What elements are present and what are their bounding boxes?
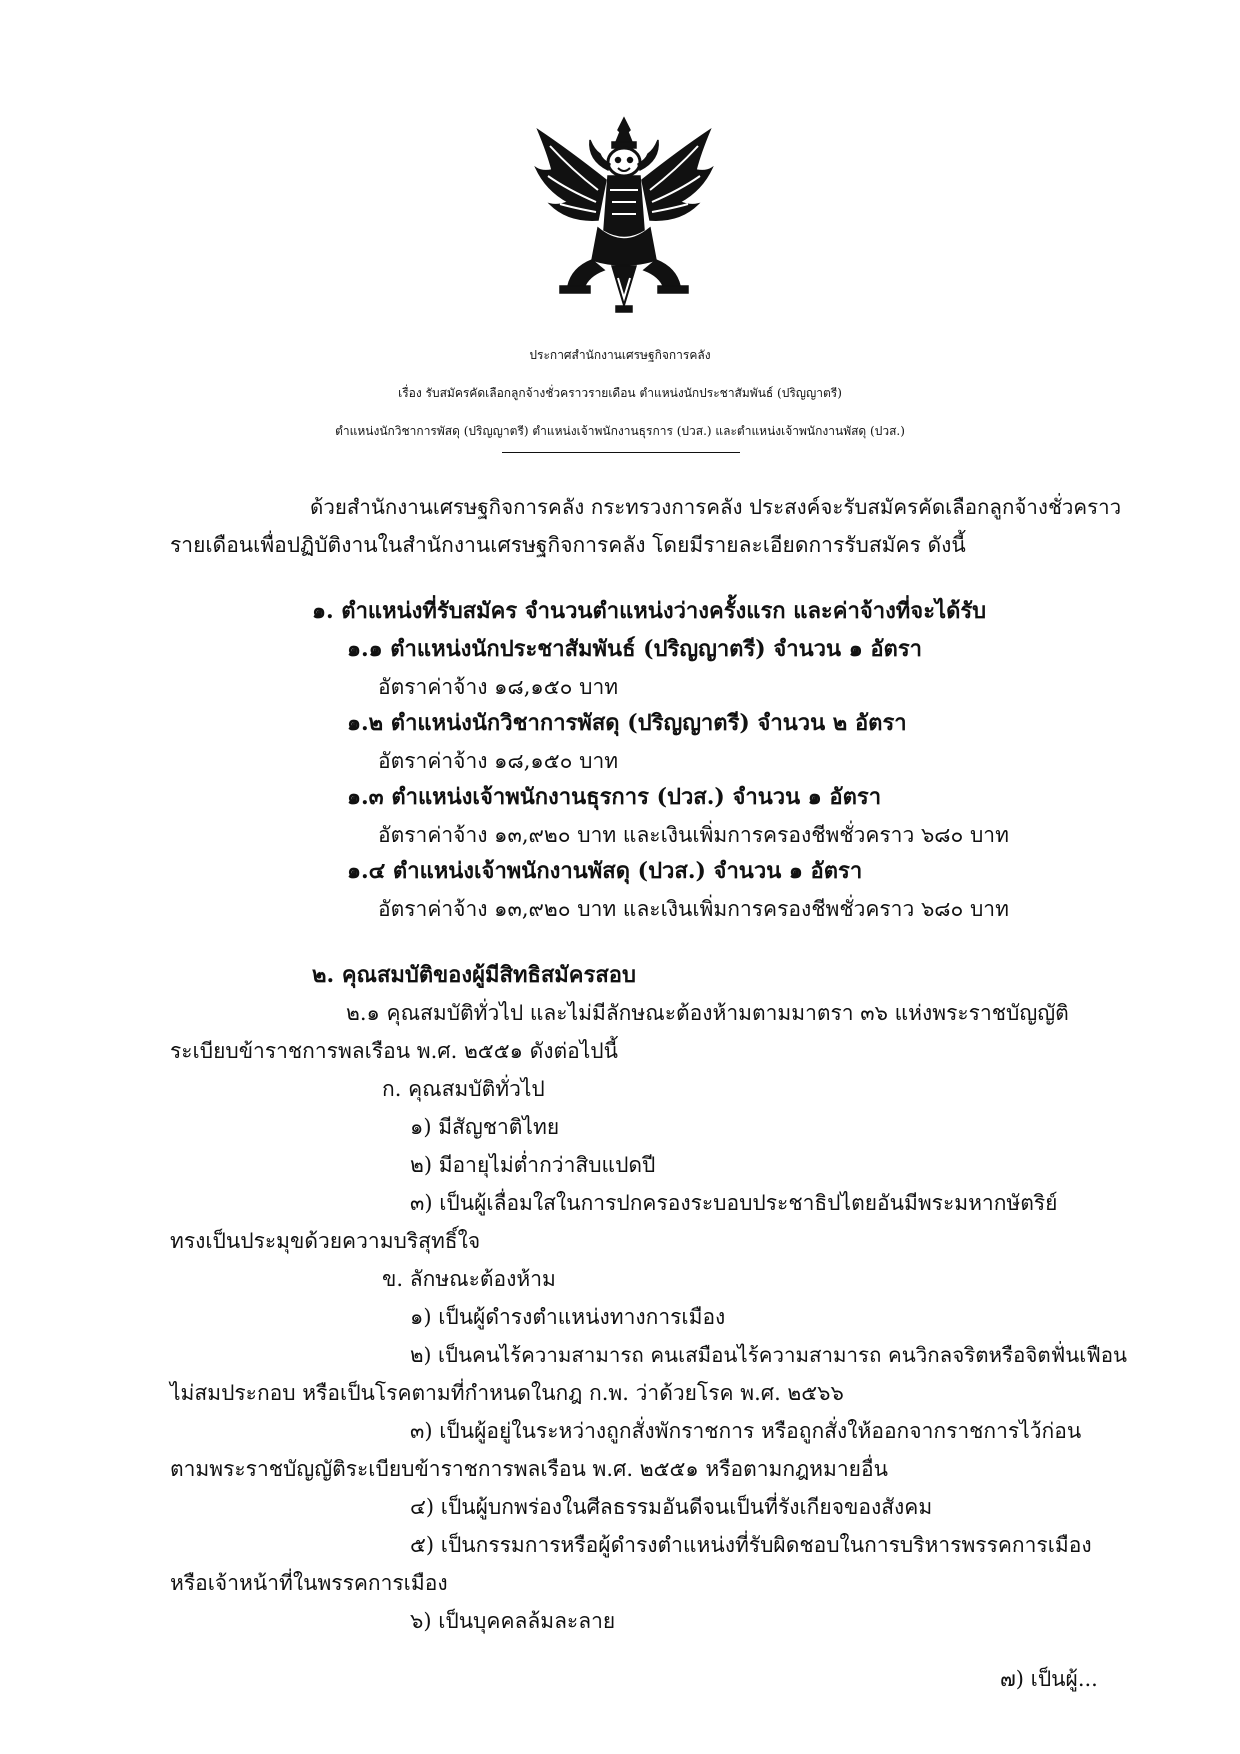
position-1-title: ๑.๑ ตำแหน่งนักประชาสัมพันธ์ (ปริญญาตรี) จำนวน ๑ อัตรา (347, 636, 922, 662)
position-1-wage: อัตราค่าจ้าง ๑๘,๑๕๐ บาท (378, 675, 619, 699)
qualification-2-1-line-1: ๒.๑ คุณสมบัติทั่วไป และไม่มีลักษณะต้องห้ามตามมาตรา ๓๖ แห่งพระราชบัญญัติ (346, 1001, 1069, 1025)
announcement-title: ประกาศสำนักงานเศรษฐกิจการคลัง (529, 348, 711, 362)
continuation-marker: ๗) เป็นผู้... (1000, 1667, 1098, 1691)
subject-line-1: เรื่อง รับสมัครคัดเลือกลูกจ้างชั่วคราวรายเดือน ตำแหน่งนักประชาสัมพันธ์ (ปริญญาตรี) (398, 386, 842, 400)
item-b5-line-2: หรือเจ้าหน้าที่ในพรรคการเมือง (170, 1571, 448, 1595)
item-b3-line-1: ๓) เป็นผู้อยู่ในระหว่างถูกสั่งพักราชการ หรือถูกสั่งให้ออกจากราชการไว้ก่อน (410, 1419, 1082, 1443)
group-b-heading: ข. ลักษณะต้องห้าม (382, 1267, 556, 1291)
item-b1: ๑) เป็นผู้ดำรงตำแหน่งทางการเมือง (410, 1305, 726, 1329)
position-2-wage: อัตราค่าจ้าง ๑๘,๑๕๐ บาท (378, 749, 619, 773)
position-3-wage: อัตราค่าจ้าง ๑๓,๙๒๐ บาท และเงินเพิ่มการครองชีพชั่วคราว ๖๘๐ บาท (378, 823, 1009, 847)
header-divider (502, 452, 740, 453)
item-b4: ๔) เป็นผู้บกพร่องในศีลธรรมอันดีจนเป็นที่รังเกียจของสังคม (410, 1495, 933, 1519)
item-a2: ๒) มีอายุไม่ต่ำกว่าสิบแปดปี (410, 1153, 656, 1177)
qualification-2-1-line-2: ระเบียบข้าราชการพลเรือน พ.ศ. ๒๕๕๑ ดังต่อไปนี้ (170, 1039, 618, 1063)
position-4-wage: อัตราค่าจ้าง ๑๓,๙๒๐ บาท และเงินเพิ่มการครองชีพชั่วคราว ๖๘๐ บาท (378, 897, 1009, 921)
section1-heading: ๑. ตำแหน่งที่รับสมัคร จำนวนตำแหน่งว่างครั้งแรก และค่าจ้างที่จะได้รับ (312, 598, 987, 624)
garuda-emblem-icon (528, 110, 720, 318)
item-b5-line-1: ๕) เป็นกรรมการหรือผู้ดำรงตำแหน่งที่รับผิดชอบในการบริหารพรรคการเมือง (410, 1533, 1092, 1557)
subject-line-2: ตำแหน่งนักวิชาการพัสดุ (ปริญญาตรี) ตำแหน่งเจ้าพนักงานธุรการ (ปวส.) และตำแหน่งเจ้าพนักงานพัสดุ (ปวส.) (335, 424, 905, 438)
position-2-title: ๑.๒ ตำแหน่งนักวิชาการพัสดุ (ปริญญาตรี) จำนวน ๒ อัตรา (347, 710, 907, 736)
item-b6: ๖) เป็นบุคคลล้มละลาย (410, 1609, 616, 1633)
position-4-title: ๑.๔ ตำแหน่งเจ้าพนักงานพัสดุ (ปวส.) จำนวน ๑ อัตรา (347, 858, 863, 884)
group-a-heading: ก. คุณสมบัติทั่วไป (382, 1077, 545, 1101)
item-a3-line-1: ๓) เป็นผู้เลื่อมใสในการปกครองระบอบประชาธิปไตยอันมีพระมหากษัตริย์ (410, 1191, 1058, 1215)
item-a1: ๑) มีสัญชาติไทย (410, 1115, 560, 1139)
item-b2-line-1: ๒) เป็นคนไร้ความสามารถ คนเสมือนไร้ความสามารถ คนวิกลจริตหรือจิตฟั่นเฟือน (410, 1343, 1128, 1367)
item-a3-line-2: ทรงเป็นประมุขด้วยความบริสุทธิ์ใจ (170, 1229, 481, 1253)
position-3-title: ๑.๓ ตำแหน่งเจ้าพนักงานธุรการ (ปวส.) จำนวน ๑ อัตรา (347, 784, 882, 810)
item-b2-line-2: ไม่สมประกอบ หรือเป็นโรคตามที่กำหนดในกฎ ก.พ. ว่าด้วยโรค พ.ศ. ๒๕๖๖ (170, 1381, 844, 1405)
intro-line-2: รายเดือนเพื่อปฏิบัติงานในสำนักงานเศรษฐกิจการคลัง โดยมีรายละเอียดการรับสมัคร ดังนี้ (170, 533, 966, 557)
item-b3-line-2: ตามพระราชบัญญัติระเบียบข้าราชการพลเรือน พ.ศ. ๒๕๕๑ หรือตามกฎหมายอื่น (170, 1457, 888, 1481)
section2-heading: ๒. คุณสมบัติของผู้มีสิทธิสมัครสอบ (312, 962, 636, 988)
intro-line-1: ด้วยสำนักงานเศรษฐกิจการคลัง กระทรวงการคลัง ประสงค์จะรับสมัครคัดเลือกลูกจ้างชั่วคราว (310, 495, 1122, 519)
